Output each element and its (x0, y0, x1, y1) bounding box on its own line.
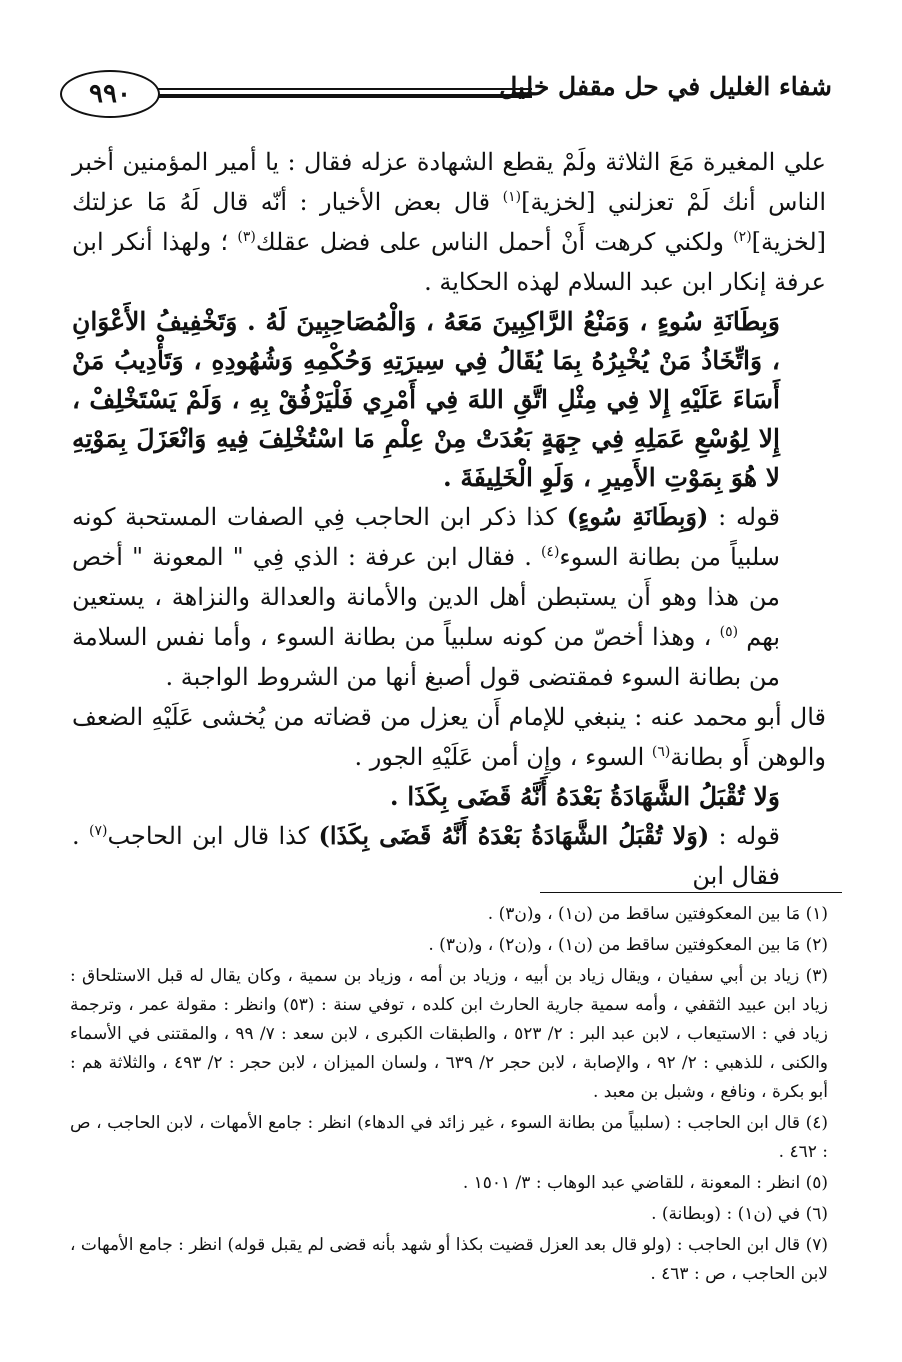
text-run: قوله : (708, 503, 780, 531)
footnote-7: (٧) قال ابن الحاجب : (ولو قال بعد العزل قضيت بكذا أو شهد بأنه قضى لم يقبل قوله) انظر : جامع الأمهات ، لابن الحاجب ، ص : ٤٦٣ . (70, 1235, 828, 1284)
footnote-ref[interactable]: (٦) (651, 744, 671, 760)
running-title: شفاء الغليل في حل مقفل خليل (499, 72, 832, 101)
text-run: كذا ذكر ابن الحاجب فِي الصفات المستحبة كونه سلبياً من بطانة السوء (72, 503, 780, 571)
body-text (72, 142, 826, 896)
text-run: . فقال ابن عرفة : الذي فِي " المعونة " أخص من هذا وهو أَن يستبطن أهل الدين والأمانة والعدالة والنزاهة ، يستعين بهم (72, 543, 780, 651)
footnote-ref[interactable]: (٣) (237, 229, 256, 245)
text-run: . فقال ابن (72, 822, 780, 890)
footnote-4: (٤) قال ابن الحاجب : (سلبياً من بطانة السوء ، غير زائد في الدهاء) انظر : جامع الأمهات ، لابن الحاجب ، ص : ٤٦٢ . (70, 1113, 828, 1162)
footnote-ref[interactable]: (٤) (540, 544, 560, 560)
text-run: ؛ ولهذا أنكر ابن عرفة إنكار ابن عبد السلام لهذه الحكاية . (72, 228, 826, 296)
footnote-2: (٢) مَا بين المعكوفتين ساقط من (ن١) ، و(ن٢) ، و(ن٣) . (428, 935, 828, 955)
footnote-3: (٣) زياد بن أبي سفيان ، ويقال زياد بن أبيه ، وزياد بن أمه ، وزياد بن سمية ، وكان يقال له قبل الاستلحاق : زياد ابن عبيد الثقفي ، وأمه سمية جارية الحارث ابن كلده ، توفي سنة : (٥٣) وانظر : مقولة عمر ، وترجمة زياد في : الاستيعاب ، لابن عبد البر : ٢/ ٥٢٣ ، والطبقات الكبرى ، لابن سعد : ٧/ ٩٩ ، والمقتنى في الأسماء والكنى ، للذهبي : ٢/ ٩٢ ، والإصابة ، لابن حجر ٢/ ٦٣٩ ، ولسان الميزان ، لابن حجر : ٢/ ٤٩٣ ، والثلاثة هم : أبو بكرة ، ونافع ، وشبل بن معبد . (70, 966, 829, 1102)
quoted-matn: (وَبِطَانَةِ سُوءٍ) (566, 502, 709, 531)
page-number: ٩٩٠ (60, 70, 160, 118)
footnote-ref[interactable]: (٧) (88, 823, 108, 839)
quoted-matn: (وَلا تُقْبَلُ الشَّهَادَةُ بَعْدَهُ أَنَّهُ قَضَى بِكَذَا) (318, 821, 710, 850)
paragraph-3 (72, 697, 826, 777)
matn-text-1: وَبِطَانَةِ سُوءٍ ، وَمَنْعُ الرَّاكِبِينَ مَعَهُ ، وَالْمُصَاحِبِينَ لَهُ . وَتَخْفِيفُ الأَعْوَانِ ، وَاتِّخَاذُ مَنْ يُخْبِرُهُ بِمَا يُقَالُ فِي سِيرَتِهِ وَحُكْمِهِ وَشُهُودِهِ ، وَتَأْدِيبُ مَنْ أَسَاءَ عَلَيْهِ إِلا فِي مِثْلِ اتَّقِ اللهَ فِي أَمْرِي فَلْيَرْفُقْ بِهِ ، وَلَمْ يَسْتَخْلِفْ ، إِلا لِوُسْعِ عَمَلِهِ فِي جِهَةٍ بَعُدَتْ مِنْ عِلْمِ مَا اسْتُخْلِفَ فِيهِ وَانْعَزَلَ بِمَوْتِهِ لا هُوَ بِمَوْتِ الأَمِيرِ ، وَلَوِ الْخَلِيفَةَ . (72, 307, 780, 492)
paragraph-2 (72, 497, 826, 697)
footnote-ref[interactable]: (٥) (719, 624, 739, 640)
text-run: قوله : (709, 822, 780, 850)
text-run: قال أبو محمد عنه : ينبغي للإمام أَن يعزل من قضاته من يُخشى عَلَيْهِ الضعف والوهن أَو بطانة (72, 703, 826, 771)
text-run: كذا قال ابن الحاجب (107, 822, 319, 850)
footnote-ref[interactable]: (٢) (733, 229, 752, 245)
text-run: قال بعض الأخيار : أنّه قال لَهُ مَا عزلتك [لخزية] (72, 188, 826, 256)
footnote-5: (٥) انظر : المعونة ، للقاضي عبد الوهاب : ٣/ ١٥٠١ . (462, 1173, 828, 1193)
text-run: ولكني كرهت أَنْ أحمل الناس على فضل عقلك (255, 228, 734, 256)
paragraph-1 (72, 142, 826, 302)
footnote-1: (١) مَا بين المعكوفتين ساقط من (ن١) ، و(ن٣) . (487, 904, 828, 924)
footnote-6: (٦) في (ن١) : (وبطانة) . (651, 1204, 828, 1224)
footnote-ref[interactable]: (١) (502, 189, 522, 205)
header-rule-thick (158, 94, 532, 98)
matn-text-2: وَلا تُقْبَلُ الشَّهَادَةُ بَعْدَهُ أَنَّهُ قَضَى بِكَذَا . (389, 782, 780, 811)
header-rule (158, 88, 532, 90)
page-header (60, 70, 832, 136)
text-run: ، وهذا أخصّ من كونه سلبياً من بطانة السوء ، وأما نفس السلامة من بطانة السوء فمقتضى قول أصبغ أنها من الشروط الواجبة . (72, 623, 780, 691)
footnotes (70, 900, 828, 1291)
paragraph-4 (72, 816, 826, 896)
text-run: السوء ، وإِن أمن عَلَيْهِ الجور . (354, 743, 652, 771)
footnote-separator (540, 892, 842, 893)
text-run: علي المغيرة مَعَ الثلاثة ولَمْ يقطع الشهادة عزله فقال : يا أمير المؤمنين أخبر الناس أنك لَمْ تعزلني [لخزية] (72, 148, 827, 216)
